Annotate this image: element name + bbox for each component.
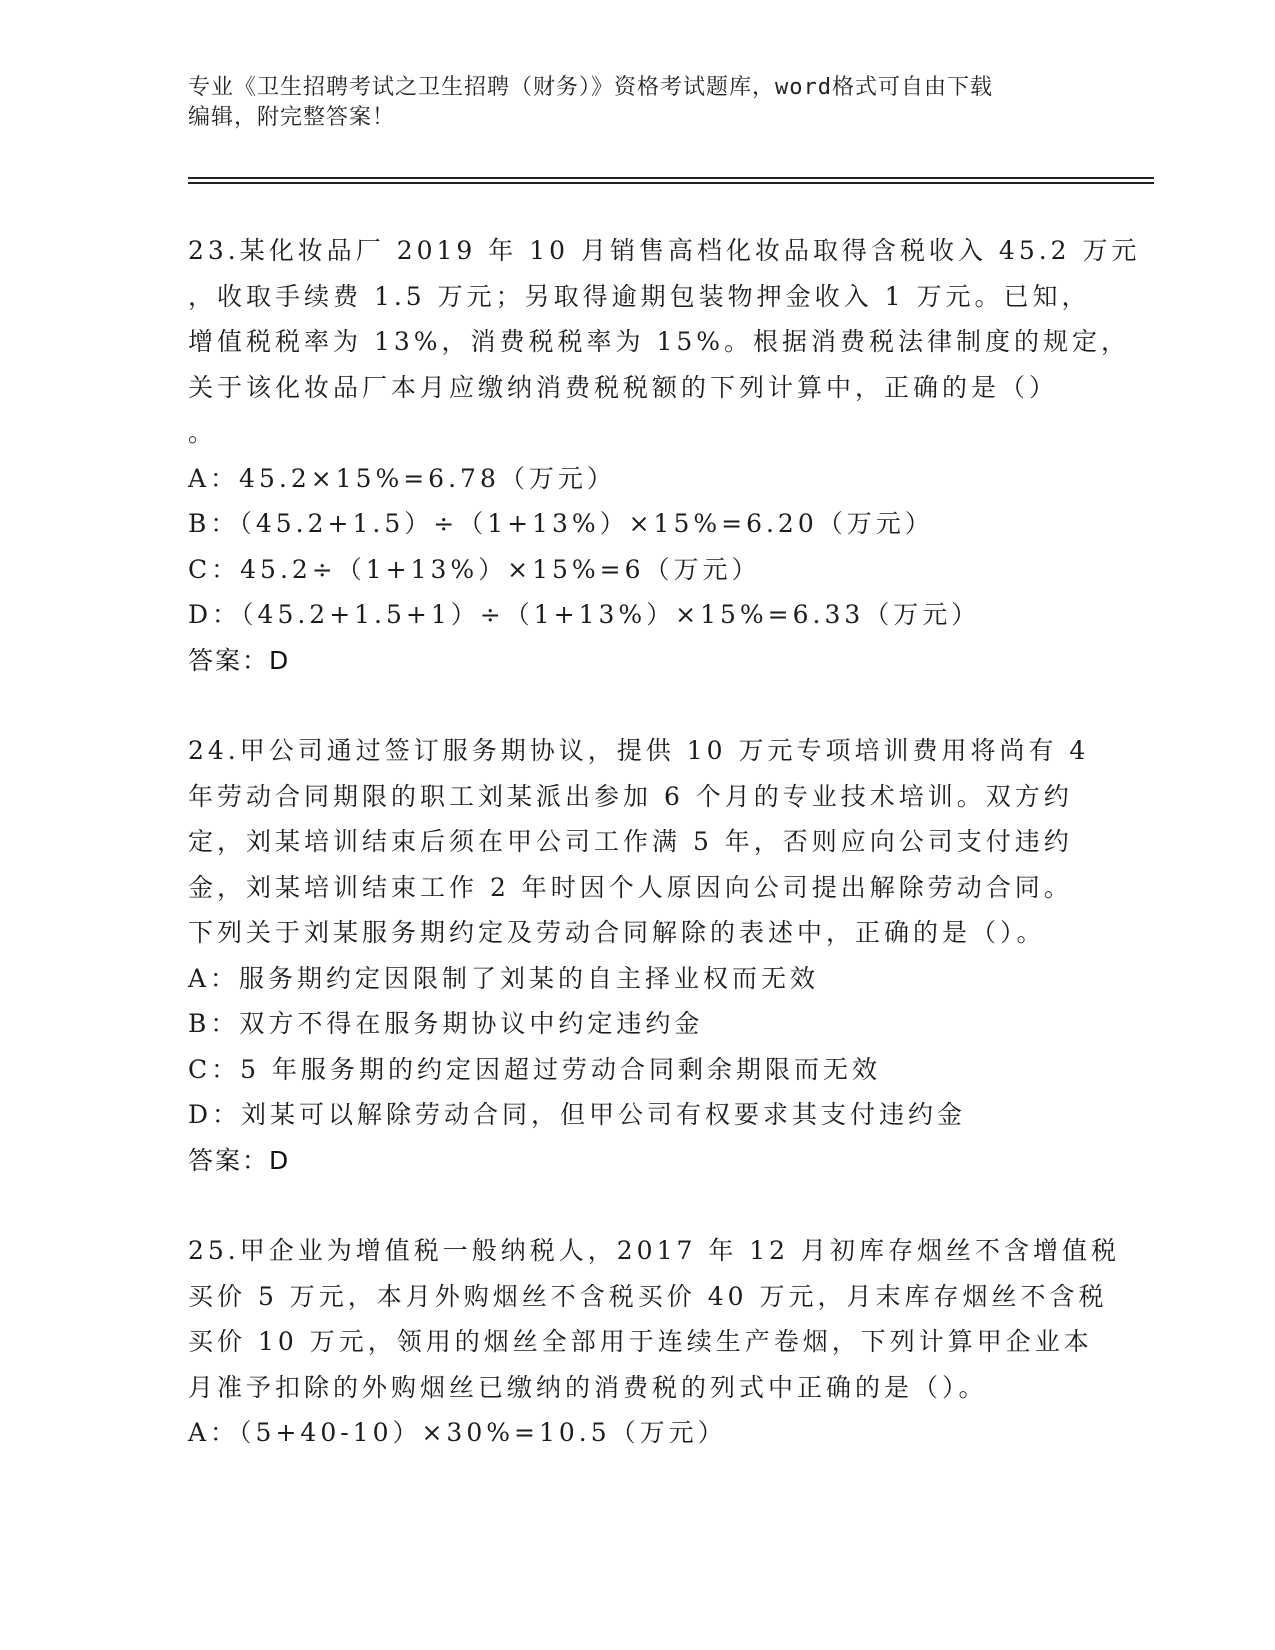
question-stem-line: 下列关于刘某服务期约定及劳动合同解除的表述中，正确的是（）。 (188, 918, 1046, 947)
option-d: D：刘某可以解除劳动合同，但甲公司有权要求其支付违约金 (188, 1100, 967, 1129)
question-stem-line: 关于该化妆品厂本月应缴纳消费税税额的下列计算中，正确的是（） (188, 372, 1059, 402)
option-c: C：45.2÷（1+13%）×15%=6（万元） (188, 554, 761, 584)
question-spacer (188, 683, 1088, 728)
question-stem-line: 金，刘某培训结束工作 2 年时因个人原因向公司提出解除劳动合同。 (188, 872, 1073, 902)
question-spacer (188, 1183, 1088, 1228)
option-b: B：双方不得在服务期协议中约定违约金 (188, 1009, 704, 1038)
question-23 (188, 228, 1141, 683)
page-header (188, 73, 1068, 133)
header-divider (188, 182, 1154, 184)
answer-label: 答案：D (188, 1145, 291, 1175)
option-b: B：（45.2+1.5）÷（1+13%）×15%=6.20（万元） (188, 509, 934, 538)
option-a: A：服务期约定因限制了刘某的自主择业权而无效 (188, 963, 820, 993)
question-25 (188, 1228, 1121, 1456)
question-stem-line: 月准予扣除的外购烟丝已缴纳的消费税的列式中正确的是（）。 (188, 1372, 988, 1402)
question-stem-line: 24.甲公司通过签订服务期协议，提供 10 万元专项培训费用将尚有 4 (188, 736, 1090, 765)
question-24 (188, 728, 1088, 1183)
option-a: A：（5+40-10）×30%=10.5（万元） (188, 1418, 727, 1447)
question-stem-line: 定，刘某培训结束后须在甲公司工作满 5 年，否则应向公司支付违约 (188, 827, 1073, 856)
option-a: A：45.2×15%=6.78（万元） (188, 463, 616, 493)
question-stem-line: 增值税税率为 13%，消费税税率为 15%。根据消费税法律制度的规定， (188, 327, 1131, 356)
question-stem-line: 年劳动合同期限的职工刘某派出参加 6 个月的专业技术培训。双方约 (188, 781, 1073, 811)
header-line: 专业《卫生招聘考试之卫生招聘（财务）》资格考试题库，word格式可自由下载 (188, 75, 993, 100)
question-stem-line: 。 (188, 418, 218, 447)
question-stem-line: ，收取手续费 1.5 万元；另取得逾期包装物押金收入 1 万元。已知， (188, 281, 1091, 311)
answer-label: 答案：D (188, 645, 291, 675)
question-stem-line: 买价 10 万元，领用的烟丝全部用于连续生产卷烟，下列计算甲企业本 (188, 1327, 1093, 1356)
header-divider (188, 177, 1154, 179)
question-list (188, 228, 1141, 1456)
header-line: 编辑，附完整答案！ (188, 105, 396, 130)
question-stem-line: 买价 5 万元，本月外购烟丝不含税买价 40 万元，月末库存烟丝不含税 (188, 1281, 1108, 1311)
question-stem-line: 23.某化妆品厂 2019 年 10 月销售高档化妆品取得含税收入 45.2 万元 (188, 236, 1141, 265)
option-d: D：（45.2+1.5+1）÷（1+13%）×15%=6.33（万元） (188, 600, 981, 629)
option-c: C：5 年服务期的约定因超过劳动合同剩余期限而无效 (188, 1054, 881, 1084)
question-stem-line: 25.甲企业为增值税一般纳税人，2017 年 12 月初库存烟丝不含增值税 (188, 1236, 1121, 1265)
